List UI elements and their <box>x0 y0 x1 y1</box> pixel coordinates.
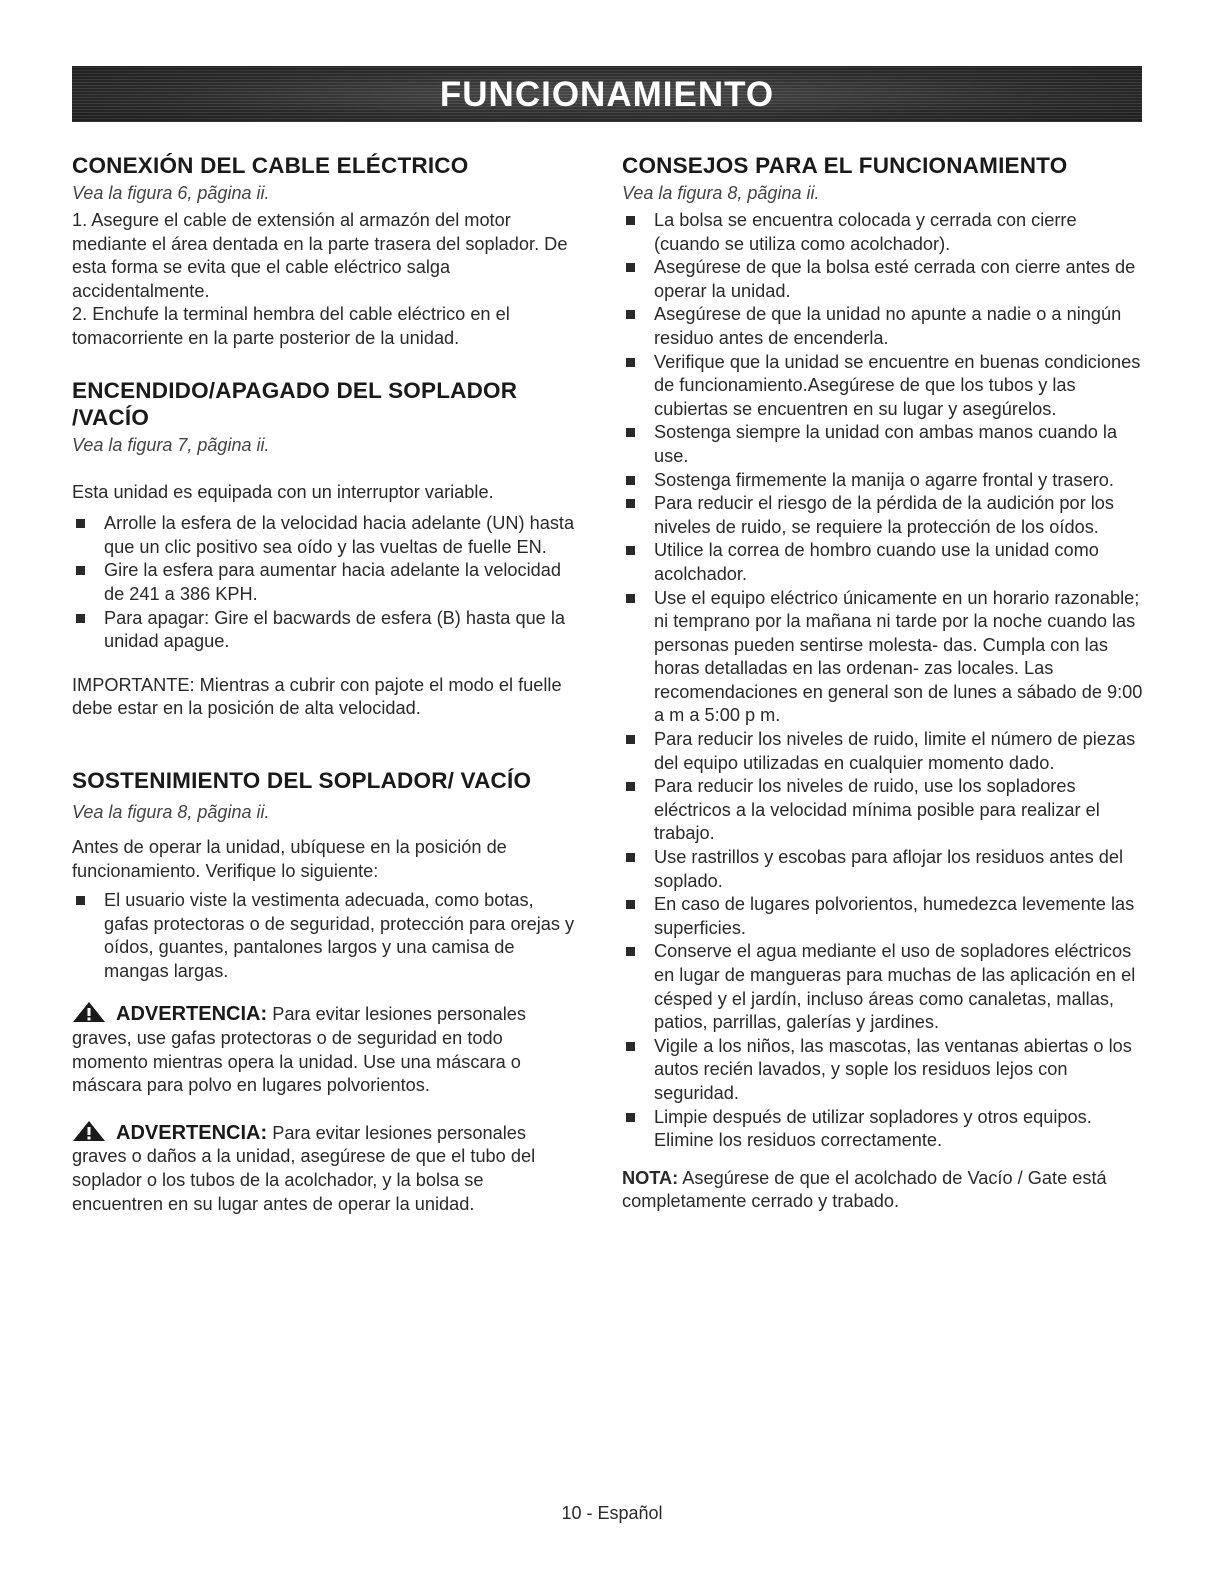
bullet-square-icon <box>76 614 85 623</box>
bullet-square-icon <box>626 428 635 437</box>
holding-intro: Antes de operar la unidad, ubíquese en la posición de funcionamiento. Verifique lo siguiente: <box>72 836 507 881</box>
heading-cable-connection: CONEXIÓN DEL CABLE ELÉCTRICO <box>72 153 469 178</box>
heading-holding: SOSTENIMIENTO DEL SOPLADOR/ VACÍO <box>72 767 532 793</box>
warning-text: Para evitar lesiones personales graves o daños a la unidad, asegúrese de que el tubo del soplador o los tubos de la acolchador, y la bolsa se encuentren en su lugar antes de operar la unidad. <box>72 1122 536 1214</box>
list-item: El usuario viste la vestimenta adecuada, como botas, gafas protectoras o de seguridad, protección para orejas y oídos, guantes, pantalones largos y una camisa de mangas largas. <box>72 889 577 983</box>
right-column <box>622 152 1147 1214</box>
bullet-square-icon <box>626 216 635 225</box>
bullet-square-icon <box>76 896 85 905</box>
warning-label: ADVERTENCIA: <box>116 1003 268 1026</box>
list-item: Use rastrillos y escobas para aflojar los residuos antes del soplado. <box>622 846 1147 893</box>
bullet-square-icon <box>626 947 635 956</box>
bullet-square-icon <box>626 546 635 555</box>
bullet-square-icon <box>626 900 635 909</box>
list-item: Para apagar: Gire el bacwards de esfera (B) hasta que la unidad apague. <box>72 607 577 654</box>
list-item: Use el equipo eléctrico únicamente en un horario razonable; ni temprano por la mañana ni tarde por la noche cuando las personas pueden sentirse molesta- das. Cumpla con las horas detalladas en las ordenan- zas locales. Las recomendaciones en general son de lunes a sábado de 9:00 a m a 5:00 p m. <box>622 587 1147 729</box>
section-banner <box>72 66 1142 122</box>
list-item: Para reducir el riesgo de la pérdida de la audición por los niveles de ruido, se requiere la protección de los oídos. <box>622 492 1147 539</box>
list-item: En caso de lugares polvorientos, humedezca levemente las superficies. <box>622 893 1147 940</box>
bullet-square-icon <box>626 263 635 272</box>
list-item: Sostenga firmemente la manija o agarre frontal y trasero. <box>622 469 1147 493</box>
switch-intro: Esta unidad es equipada con un interruptor variable. <box>72 481 494 502</box>
cable-step-1: 1. Asegure el cable de extensión al armazón del motor mediante el área dentada en la parte trasera del soplador. De esta forma se evita que el cable eléctrico salga accidentalmente. <box>72 210 568 301</box>
figure-reference: Vea la figura 8, pãgina ii. <box>622 183 820 203</box>
list-item: Vigile a los niños, las mascotas, las ventanas abiertas o los autos recién lavados, y sople los residuos lejos con seguridad. <box>622 1035 1147 1106</box>
bullet-square-icon <box>626 310 635 319</box>
warning-label: ADVERTENCIA: <box>116 1121 268 1144</box>
list-item: Utilice la correa de hombro cuando use la unidad como acolchador. <box>622 539 1147 586</box>
page-footer: 10 - Español <box>561 1503 663 1523</box>
list-item: Verifique que la unidad se encuentre en buenas condiciones de funcionamiento.Asegúrese de que los tubos y las cubiertas se encuentren en su lugar y asegúrelos. <box>622 351 1147 422</box>
nota-label: NOTA: <box>622 1167 679 1188</box>
list-item: Conserve el agua mediante el uso de sopladores eléctricos en lugar de mangueras para muchas de las aplicación en el césped y el jardín, incluso áreas como canaletas, mallas, patios, parrillas, galerías y jardines. <box>622 940 1147 1034</box>
list-item: Arrolle la esfera de la velocidad hacia adelante (UN) hasta que un clic positivo sea oído y las vueltas de fuelle EN. <box>72 512 577 559</box>
bullet-square-icon <box>626 476 635 485</box>
heading-on-off: ENCENDIDO/APAGADO DEL SOPLADOR /VACÍO <box>72 377 518 430</box>
figure-reference: Vea la figura 8, pãgina ii. <box>72 801 270 822</box>
warning-tubes <box>72 1120 577 1216</box>
bullet-square-icon <box>626 735 635 744</box>
left-column <box>72 152 577 1216</box>
list-item: Gire la esfera para aumentar hacia adelante la velocidad de 241 a 386 KPH. <box>72 559 577 606</box>
list-item: Asegúrese de que la bolsa esté cerrada con cierre antes de operar la unidad. <box>622 256 1147 303</box>
list-item: Limpie después de utilizar sopladores y otros equipos. Elimine los residuos correctamente. <box>622 1106 1147 1153</box>
list-item: Para reducir los niveles de ruido, use los sopladores eléctricos a la velocidad mínima posible para realizar el trabajo. <box>622 775 1147 846</box>
important-note: IMPORTANTE: Mientras a cubrir con pajote el modo el fuelle debe estar en la posición de alta velocidad. <box>72 674 562 719</box>
list-item: Asegúrese de que la unidad no apunte a nadie o a ningún residuo antes de encenderla. <box>622 303 1147 350</box>
list-item: La bolsa se encuentra colocada y cerrada con cierre (cuando se utiliza como acolchador). <box>622 209 1147 256</box>
bullet-square-icon <box>626 853 635 862</box>
holding-list <box>72 889 577 983</box>
list-item: Sostenga siempre la unidad con ambas manos cuando la use. <box>622 421 1147 468</box>
warning-triangle-icon <box>72 1001 106 1023</box>
bullet-square-icon <box>626 358 635 367</box>
on-off-list <box>72 512 577 654</box>
warning-text: Para evitar lesiones personales graves, use gafas protectoras o de seguridad en todo momento mientras opera la unidad. Use una máscara o máscara para polvo en lugares polvorientos. <box>72 1004 526 1096</box>
bullet-square-icon <box>76 519 85 528</box>
heading-tips: CONSEJOS PARA EL FUNCIONAMIENTO <box>622 153 1068 178</box>
bullet-square-icon <box>626 499 635 508</box>
cable-step-2: 2. Enchufe la terminal hembra del cable eléctrico en el tomacorriente en la parte posterior de la unidad. <box>72 304 510 348</box>
bullet-square-icon <box>76 566 85 575</box>
warning-triangle-icon <box>72 1120 106 1142</box>
bullet-square-icon <box>626 594 635 603</box>
bullet-square-icon <box>626 1042 635 1051</box>
nota <box>622 1167 1147 1214</box>
figure-reference: Vea la figura 6, pãgina ii. <box>72 183 270 203</box>
tips-list <box>622 209 1147 1153</box>
bullet-square-icon <box>626 1113 635 1122</box>
warning-goggles <box>72 1001 577 1097</box>
banner-title: FUNCIONAMIENTO <box>439 75 775 114</box>
bullet-square-icon <box>626 782 635 791</box>
list-item: Para reducir los niveles de ruido, limite el número de piezas del equipo utilizadas en cualquier momento dado. <box>622 728 1147 775</box>
figure-reference: Vea la figura 7, pãgina ii. <box>72 434 270 455</box>
nota-text: Asegúrese de que el acolchado de Vacío / Gate está completamente cerrado y trabado. <box>622 1167 1107 1212</box>
